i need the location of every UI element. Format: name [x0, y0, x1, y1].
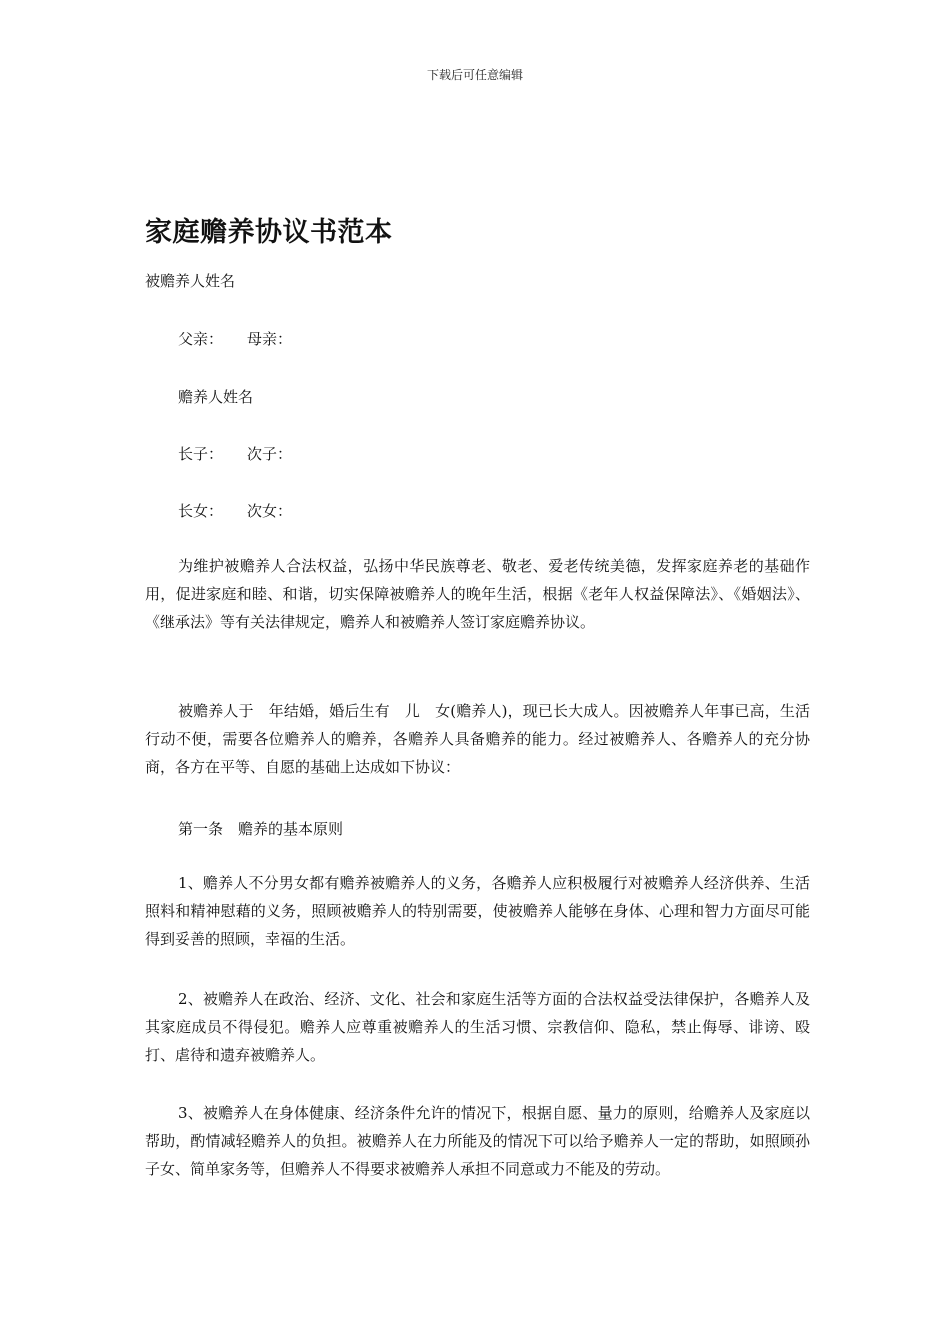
- article-one-heading: 第一条 赡养的基本原则: [178, 820, 344, 838]
- second-son-label: 次子：: [247, 445, 293, 463]
- clause-3-paragraph: 3、被赡养人在身体健康、经济条件允许的情况下，根据自愿、量力的原则，给赡养人及家庭以帮助，酌情减轻赡养人的负担。被赡养人在力所能及的情况下可以给予赡养人一定的帮助，如照顾孙子女、简单家务等，但赡养人不得要求被赡养人承担不同意或力不能及的劳动。: [145, 1104, 810, 1178]
- clause-1-paragraph: 1、赡养人不分男女都有赡养被赡养人的义务，各赡养人应积极履行对被赡养人经济供养、生活照料和精神慰藉的义务，照顾被赡养人的特别需要，使被赡养人能够在身体、心理和智力方面尽可能得到妥善的照顾，幸福的生活。: [145, 874, 810, 948]
- preamble-paragraph: 为维护被赡养人合法权益，弘扬中华民族尊老、敬老、爱老传统美德，发挥家庭养老的基础作用，促进家庭和睦、和谐，切实保障被赡养人的晚年生活，根据《老年人权益保障法》、《婚姻法》、《继承法》等有关法律规定，赡养人和被赡养人签订家庭赡养协议。: [145, 557, 810, 631]
- second-daughter-label: 次女：: [247, 502, 293, 520]
- background-paragraph: 被赡养人于 年结婚，婚后生有 儿 女(赡养人)，现已长大成人。因被赡养人年事已高，生活行动不便，需要各位赡养人的赡养，各赡养人具备赡养的能力。经过被赡养人、各赡养人的充分协商，各方在平等、自愿的基础上达成如下协议：: [145, 702, 810, 776]
- mother-label: 母亲：: [247, 330, 293, 348]
- father-label: 父亲：: [178, 330, 224, 348]
- supported-person-label: 被赡养人姓名: [145, 272, 236, 290]
- sons-line: [178, 443, 292, 464]
- clause-2-paragraph: 2、被赡养人在政治、经济、文化、社会和家庭生活等方面的合法权益受法律保护，各赡养人及其家庭成员不得侵犯。赡养人应尊重被赡养人的生活习惯、宗教信仰、隐私，禁止侮辱、诽谤、殴打、虐待和遗弃被赡养人。: [145, 990, 810, 1064]
- supporter-label: 赡养人姓名: [178, 388, 254, 406]
- eldest-daughter-label: 长女：: [178, 502, 224, 520]
- header-note: 下载后可任意编辑: [426, 68, 523, 82]
- document-title: 家庭赡养协议书范本: [145, 217, 393, 248]
- parents-line: [178, 328, 292, 349]
- eldest-son-label: 长子：: [178, 445, 224, 463]
- daughters-line: [178, 500, 292, 521]
